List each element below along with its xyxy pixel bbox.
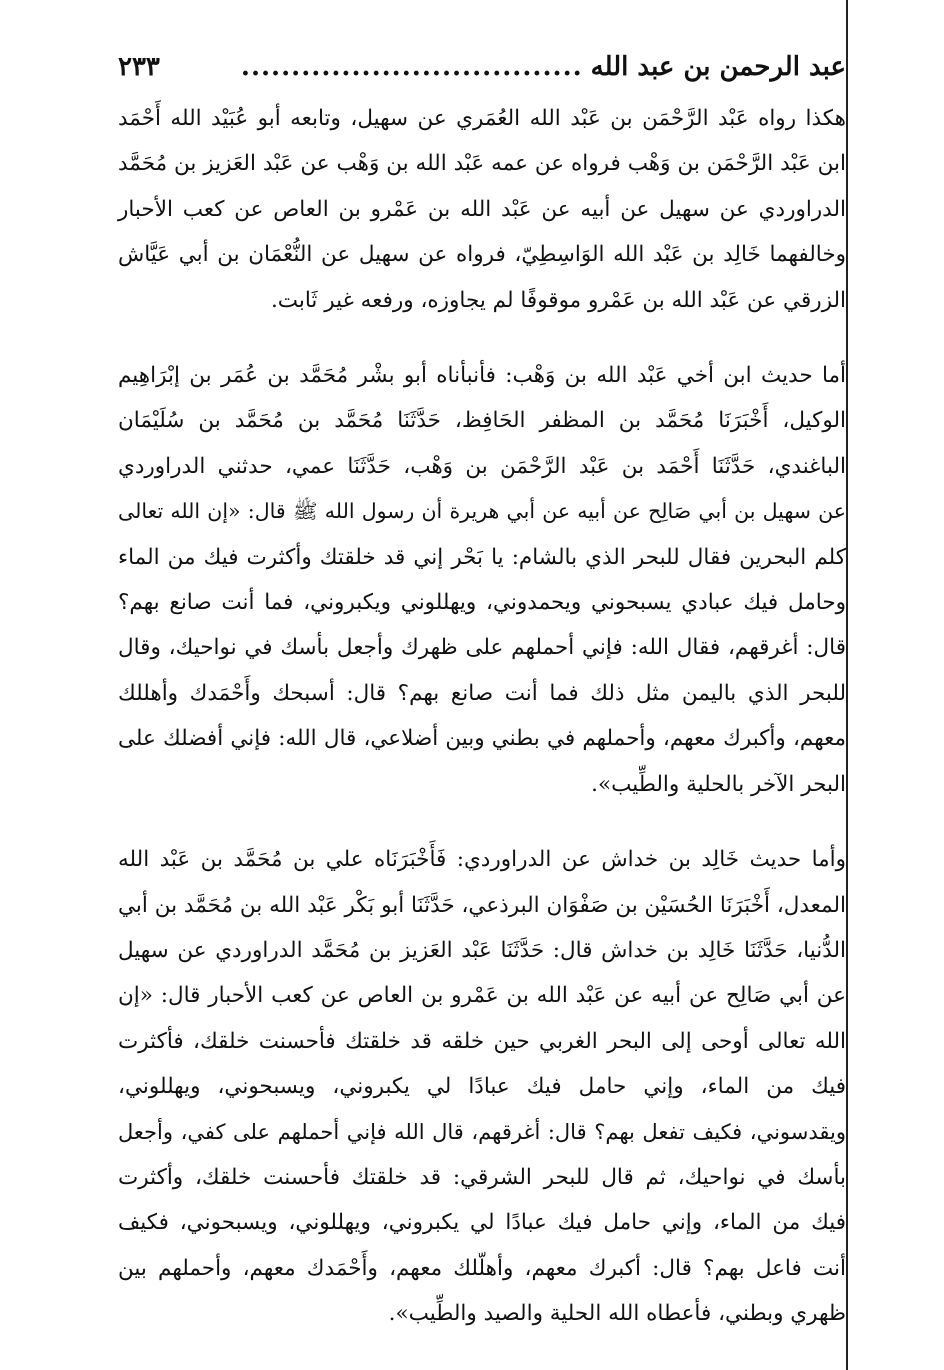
header-leader-dots: .................................. bbox=[240, 52, 583, 82]
text-line: الدُّنيا، حَدَّثَنَا خَالِد بن خداش قال: حَدَّثَنَا عَبْد العَزيز بن مُحَمَّد الدراوردي عن سهيل bbox=[118, 937, 846, 963]
text-line: وخالفهما خَالِد بن عَبْد الله الوَاسِطِيّ، فرواه عن سهيل عن النُّعْمَان بن أبي عَيَّاش bbox=[118, 242, 846, 268]
text-line: للبحر الذي باليمن مثل ذلك فما أنت صانع بهم؟ قال: أسبحك وأَحْمَدك وأهللك bbox=[118, 680, 846, 706]
text-line: فيك من الماء، وإني حامل فيك عبادًا لي يكبروني، ويهللوني، ويسبحوني، فكيف bbox=[118, 1210, 846, 1236]
text-line: كلم البحرين فقال للبحر الذي بالشام: يا بَحْر إني قد خلقتك وأكثرت فيك من الماء bbox=[118, 544, 846, 570]
text-line: وحامل فيك عبادي يسبحوني ويحمدوني، ويهللوني ويكبروني، فما أنت صانع بهم؟ bbox=[118, 590, 846, 616]
text-line: المعدل، أَخْبَرَنَا الحُسَيْن بن صَفْوَان البرذعي، حَدَّثَنَا أبو بَكْر عَبْد الله بن مُحَمَّد بن أبي bbox=[118, 892, 846, 918]
text-line: عن سهيل بن أبي صَالِح عن أبيه عن أبي هريرة أن رسول الله ﷺ قال: «إن الله تعالى bbox=[118, 499, 846, 524]
header-title: عبد الرحمن بن عبد الله bbox=[590, 52, 846, 82]
text-line: أما حديث ابن أخي عَبْد الله بن وَهْب: فأنبأناه أبو بشْر مُحَمَّد بن عُمَر بن إبْرَاهِيم bbox=[118, 363, 846, 389]
text-line: بأسك في نواحيك، ثم قال للبحر الشرقي: قد خلقتك فأحسنت خلقك، وأكثرت bbox=[118, 1164, 846, 1190]
text-line: هكذا رواه عَبْد الرَّحْمَن بن عَبْد الله العُمَري عن سهيل، وتابعه أبو عُبَيْد الله أَحْمَد bbox=[118, 106, 846, 131]
text-line: ابن عَبْد الرَّحْمَن بن وَهْب فرواه عن عمه عَبْد الله بن وَهْب عن عَبْد العَزيز بن مُحَمَّد bbox=[118, 151, 846, 177]
text-line: ويقدسوني، فكيف تفعل بهم؟ قال: أغرقهم، قال الله فإني أحملهم على كفي، وأجعل bbox=[118, 1119, 846, 1144]
text-line: معهم، وأكبرك معهم، وأحملهم في بطني وبين أضلاعي، قال الله: فإني أفضلك على bbox=[118, 726, 846, 752]
text-line: وأما حديث خَالِد بن خداش عن الدراوردي: فَأَخْبَرَنَاه علي بن مُحَمَّد بن عَبْد الله bbox=[118, 847, 846, 873]
page-body bbox=[118, 96, 846, 1337]
page-edge-rule bbox=[846, 0, 848, 1370]
text-line: ظهري وبطني، فأعطاه الله الحلية والصيد والطِّيب». bbox=[388, 1301, 846, 1327]
text-line: البحر الآخر بالحلية والطِّيب». bbox=[591, 771, 846, 797]
paragraph-3 bbox=[118, 837, 846, 1336]
text-line: الله تعالى أوحى إلى البحر الغربي حين خلقه قد خلقتك فأحسنت خلقك، فأكثرت bbox=[118, 1028, 846, 1054]
text-line: قال: أغرقهم، فقال الله: فإني أحملهم على ظهرك وأجعل بأسك في نواحيك، وقال bbox=[118, 635, 846, 661]
text-line: الوكيل، أَخْبَرَنَا مُحَمَّد بن المظفر الحَافِظ، حَدَّثَنَا مُحَمَّد بن مُحَمَّد بن سُلَيْمَان bbox=[118, 408, 846, 434]
text-line: عن أبي صَالِح عن أبيه عن عَبْد الله بن عَمْرو بن العاص عن كعب الأحبار قال: «إن bbox=[118, 983, 846, 1009]
text-line: فيك من الماء، وإني حامل فيك عبادًا لي يكبروني، ويسبحوني، ويهللوني، bbox=[118, 1074, 846, 1100]
text-line: الدراوردي عن سهيل عن أبيه عن عَبْد الله بن عَمْرو بن العاص عن كعب الأحبار bbox=[118, 196, 846, 222]
paragraph-1 bbox=[118, 96, 846, 323]
paragraph-2 bbox=[118, 353, 846, 807]
page-number: ٢٣٣ bbox=[118, 52, 160, 82]
text-line: الزرقي عن عَبْد الله بن عَمْرو موقوفًا لم يجاوزه، ورفعه غير ثَابت. bbox=[270, 287, 846, 313]
running-header bbox=[118, 52, 846, 92]
text-line: أنت فاعل بهم؟ قال: أكبرك معهم، وأهلّلك معهم، وأَحْمَدك معهم، وأحملهم بين bbox=[118, 1255, 846, 1281]
text-line: الباغندي، حَدَّثَنَا أَحْمَد بن عَبْد الرَّحْمَن بن وَهْب، حَدَّثَنَا عمي، حدثني الدراوردي bbox=[118, 453, 846, 479]
